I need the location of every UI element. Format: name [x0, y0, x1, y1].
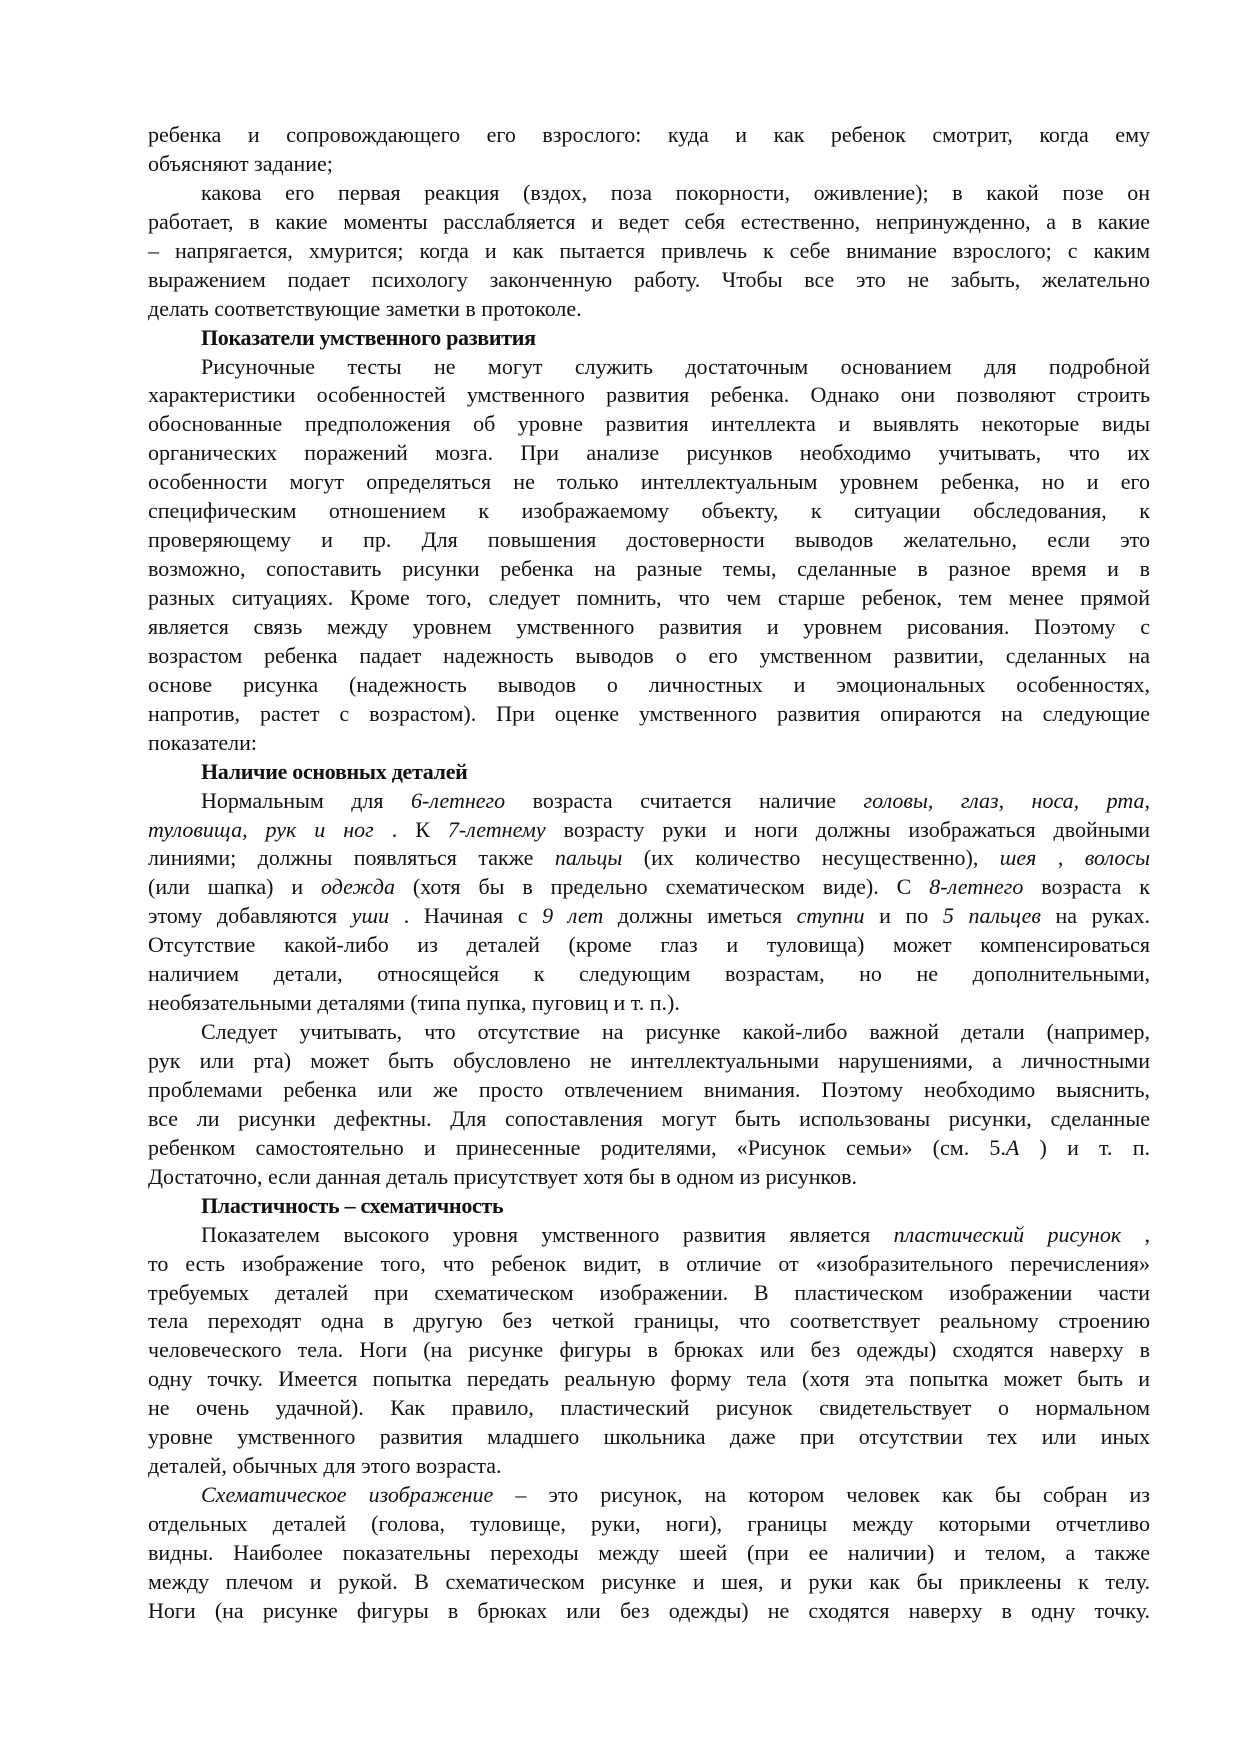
text-run: возраста к — [1023, 874, 1150, 900]
text-line — [148, 1279, 1150, 1308]
text-line — [148, 1134, 1150, 1163]
text-run: является связь между уровнем умственного развития и уровнем рисования. Поэтому с — [148, 613, 1150, 639]
text-line — [148, 208, 1150, 237]
text-run: возрасту руки и ноги должны изображаться двойными — [545, 816, 1150, 842]
text-line — [148, 237, 1150, 266]
text-run: . К — [373, 816, 448, 842]
text-run: то есть изображение того, что ребенок видит, в отличие от «изобразительного перечисления» — [148, 1250, 1150, 1276]
text-run: деталей, обычных для этого возраста. — [148, 1453, 502, 1479]
text-run: требуемых деталей при схематическом изображении. В пластическом изображении части — [148, 1279, 1150, 1305]
text-line — [148, 1423, 1150, 1452]
text-run: все ли рисунки дефектны. Для сопоставления могут быть использованы рисунки, сделанные — [148, 1105, 1150, 1131]
text-run: возраста считается наличие — [505, 787, 864, 813]
text-run: необязательными деталями (типа пупка, пуговиц и т. п.). — [148, 990, 680, 1016]
text-line — [148, 1018, 1150, 1047]
italic-term: 5 пальцев — [942, 903, 1041, 929]
text-run: Показателем высокого уровня умственного развития является — [201, 1221, 894, 1247]
text-run: , — [1121, 1221, 1151, 1247]
text-line — [148, 1163, 1150, 1192]
text-line — [148, 1510, 1150, 1539]
text-run: Отсутствие какой-либо из деталей (кроме глаз и туловища) может компенсироваться — [148, 932, 1150, 958]
text-line — [148, 1539, 1150, 1568]
text-run: не очень удачной). Как правило, пластический рисунок свидетельствует о нормальном — [148, 1395, 1150, 1421]
text-run: Показатели умственного развития — [201, 324, 536, 350]
text-line — [148, 468, 1150, 497]
text-run: – это рисунок, на котором человек как бы собран из — [493, 1482, 1150, 1508]
italic-term: уши — [351, 903, 390, 929]
text-run: напротив, растет с возрастом). При оценке умственного развития опираются на следующие — [148, 700, 1150, 726]
text-run: особенности могут определяться не только интеллектуальным уровнем ребенка, но и его — [148, 469, 1150, 495]
text-run: основе рисунка (надежность выводов о личностных и эмоциональных особенностях, — [148, 671, 1150, 697]
italic-term: ступни — [796, 903, 865, 929]
text-run: . Начиная с — [389, 903, 543, 929]
text-line — [148, 873, 1150, 902]
section-heading — [148, 324, 1150, 353]
text-run: Нормальным для — [201, 787, 412, 813]
text-run: возрастом ребенка падает надежность выводов о его умственном развитии, сделанных на — [148, 642, 1150, 668]
text-run: видны. Наиболее показательны переходы между шеей (при ее наличии) и телом, а также — [148, 1539, 1150, 1565]
text-run: специфическим отношением к изображаемому объекту, к ситуации обследования, к — [148, 498, 1150, 524]
text-run: объясняют задание; — [148, 150, 333, 176]
text-line — [148, 729, 1150, 758]
text-run: проблемами ребенка или же просто отвлечением внимания. Поэтому необходимо выяснить, — [148, 1076, 1150, 1102]
text-run: Достаточно, если данная деталь присутствует хотя бы в одном из рисунков. — [148, 1163, 857, 1189]
text-line — [148, 555, 1150, 584]
text-run: показатели: — [148, 729, 258, 755]
text-run: должны иметься — [603, 903, 797, 929]
italic-term: 8-летнего — [929, 874, 1024, 900]
text-run: между плечом и рукой. В схематическом рисунке и шея, и руки как бы приклеены к телу. — [148, 1568, 1150, 1594]
italic-term: туловища, рук и ног — [148, 816, 374, 842]
text-run: и по — [864, 903, 943, 929]
text-run: одну точку. Имеется попытка передать реальную форму тела (хотя эта попытка может быть и — [148, 1366, 1150, 1392]
text-line — [148, 179, 1150, 208]
text-line — [148, 353, 1150, 382]
text-run: (их количество несущественно), — [622, 845, 1000, 871]
section-heading — [148, 1192, 1150, 1221]
text-run: проверяющему и пр. Для повышения достоверности выводов желательно, если это — [148, 527, 1150, 553]
text-run: органических поражений мозга. При анализе рисунков необходимо учитывать, что их — [148, 440, 1150, 466]
text-line — [148, 1307, 1150, 1336]
text-run: наличием детали, относящейся к следующим возрастам, но не дополнительными, — [148, 961, 1150, 987]
text-line — [148, 1250, 1150, 1279]
italic-term: одежда — [321, 874, 395, 900]
text-line — [148, 121, 1150, 150]
text-run: ) и т. п. — [1019, 1134, 1150, 1160]
text-run: (или шапка) и — [148, 874, 322, 900]
text-line — [148, 1336, 1150, 1365]
text-line — [148, 931, 1150, 960]
text-run: Наличие основных деталей — [201, 758, 468, 784]
text-run: , — [1036, 845, 1085, 871]
text-run: какова его первая реакция (вздох, поза покорности, оживление); в какой позе он — [201, 179, 1150, 205]
text-run: возможно, сопоставить рисунки ребенка на разные темы, сделанные в разное время и в — [148, 556, 1150, 582]
text-line — [148, 266, 1150, 295]
text-line — [148, 1394, 1150, 1423]
text-line — [148, 584, 1150, 613]
text-line — [148, 497, 1150, 526]
text-line — [148, 1221, 1150, 1250]
text-run: Следует учитывать, что отсутствие на рисунке какой-либо важной детали (например, — [201, 1019, 1150, 1045]
text-line — [148, 410, 1150, 439]
text-line — [148, 381, 1150, 410]
text-line — [148, 526, 1150, 555]
text-run: отдельных деталей (голова, туловище, руки, ноги), границы между которыми отчетливо — [148, 1511, 1150, 1536]
italic-term: 9 лет — [542, 903, 604, 929]
text-run: рук или рта) может быть обусловлено не интеллектуальными нарушениями, а личностными — [148, 1048, 1150, 1073]
text-run: этому добавляются — [148, 903, 352, 929]
text-run: человеческого тела. Ноги (на рисунке фигуры в брюках или без одежды) сходятся наверху в — [148, 1337, 1150, 1363]
italic-term: А — [1005, 1134, 1020, 1160]
text-run: – напрягается, хмурится; когда и как пытается привлечь к себе внимание взрослого; с каким — [148, 237, 1150, 263]
text-line — [148, 902, 1150, 931]
text-line — [148, 1452, 1150, 1481]
text-line — [148, 1568, 1150, 1597]
text-line — [148, 642, 1150, 671]
text-line — [148, 1481, 1150, 1510]
text-run: тела переходят одна в другую без четкой границы, что соответствует реальному строению — [148, 1308, 1150, 1334]
text-line — [148, 787, 1150, 816]
text-line — [148, 1105, 1150, 1134]
text-run: делать соответствующие заметки в протоколе. — [148, 295, 582, 321]
text-line — [148, 844, 1150, 873]
text-line — [148, 150, 1150, 179]
italic-term: шея — [999, 845, 1037, 871]
text-run: ребенком самостоятельно и принесенные родителями, «Рисунок семьи» (см. 5. — [148, 1134, 1006, 1160]
text-run: ребенка и сопровождающего его взрослого: куда и как ребенок смотрит, когда ему — [148, 122, 1150, 147]
text-line — [148, 960, 1150, 989]
text-line — [148, 989, 1150, 1018]
italic-term: головы, глаз, носа, рта, — [863, 787, 1151, 813]
text-run: (хотя бы в предельно схематическом виде). С — [394, 874, 930, 900]
text-run: Рисуночные тесты не могут служить достаточным основанием для подробной — [201, 353, 1150, 379]
section-heading — [148, 758, 1150, 787]
text-run: Ноги (на рисунке фигуры в брюках или без одежды) не сходятся наверху в одну точку. — [148, 1597, 1150, 1623]
text-run: обоснованные предположения об уровне развития интеллекта и выявлять некоторые виды — [148, 411, 1150, 437]
text-run: линиями; должны появляться также — [148, 845, 555, 871]
text-line — [148, 700, 1150, 729]
text-run: разных ситуациях. Кроме того, следует помнить, что чем старше ребенок, тем менее прямой — [148, 585, 1150, 610]
text-line — [148, 1365, 1150, 1394]
text-line — [148, 1076, 1150, 1105]
text-line — [148, 295, 1150, 324]
italic-term: пальцы — [554, 845, 623, 871]
text-run: работает, в какие моменты расслабляется и ведет себя естественно, непринужденно, а в какие — [148, 208, 1150, 234]
text-line — [148, 671, 1150, 700]
italic-term: 7-летнему — [447, 816, 546, 842]
text-run: уровне умственного развития младшего школьника даже при отсутствии тех или иных — [148, 1424, 1150, 1450]
text-line — [148, 613, 1150, 642]
text-line — [148, 816, 1150, 845]
text-line — [148, 1047, 1150, 1076]
document-page — [148, 121, 1150, 1626]
italic-term: Схематическое изображение — [201, 1482, 494, 1508]
text-run: Пластичность – схематичность — [201, 1192, 504, 1218]
italic-term: волосы — [1084, 845, 1151, 871]
text-line — [148, 439, 1150, 468]
italic-term: пластический рисунок — [893, 1221, 1122, 1247]
italic-term: 6-летнего — [411, 787, 506, 813]
text-run: на руках. — [1040, 903, 1151, 929]
text-run: выражением подает психологу законченную работу. Чтобы все это не забыть, желательно — [148, 266, 1150, 292]
text-line — [148, 1597, 1150, 1626]
text-run: характеристики особенностей умственного развития ребенка. Однако они позволяют строить — [148, 382, 1150, 408]
